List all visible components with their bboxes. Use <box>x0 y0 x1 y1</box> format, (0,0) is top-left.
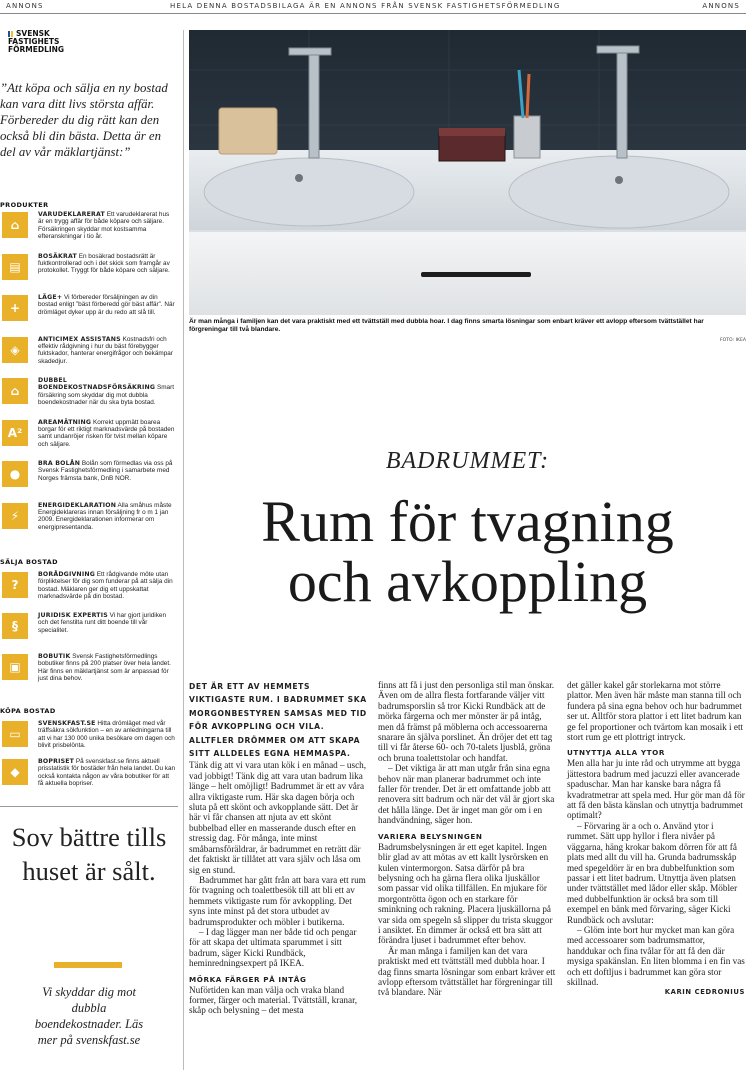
store-icon: ▣ <box>2 654 28 680</box>
article-paragraph: Badrumsbelysningen är ett eget kapitel. Ingen blir glad av att mötas av ett kallt lysrörsken en kulen vintermorgon. Satsa därför på bra belysning och ha gärna flera olika ljuskällor som passar vid olika tillfällen. En mjukare för morgontrötta ögon och en starkare för sminkning och rakning. Placera ljuskällorna på var sida om spegeln så slipper du trista skuggor i ansiktet. En dimmer är också ett bra sätt att förändra ljuset i badrummet efter behov. <box>378 841 553 946</box>
produkter-heading: PRODUKTER <box>0 201 49 209</box>
produkter-item-text: Vi förbereder försäljningen av din bostad enligt ”bäst förberedd gör bäst affär”. När drömläget dyker upp är du redo att slå till. <box>38 294 175 316</box>
kopa-item-text: På svenskfast.se finns aktuell prisstatistik för bostäder från hela landet. Du kan också kontakta någon av våra bobutiker för att få aktuella bopriser. <box>38 758 176 788</box>
shield-icon: ◈ <box>2 337 28 363</box>
article-column-2 <box>378 680 556 998</box>
piggybank-icon: ● <box>2 461 28 487</box>
paragraph-icon: § <box>2 613 28 639</box>
column-divider <box>183 30 184 1070</box>
produkter-item-title: BRA BOLÅN <box>38 460 81 467</box>
kopa-heading: KÖPA BOSTAD <box>0 707 56 715</box>
produkter-item-title: LÄGE+ <box>38 294 63 301</box>
salja-item-text: Svensk Fastighetsförmedlings bobutiker finns på 200 platser över hela landet. Här finns en mäklartjänst som är anpassad för just dina behov. <box>38 653 171 683</box>
article-paragraph: Tänk dig att vi vara utan kök i en månad – usch, vad jobbigt! Tänk dig att vara utan badrum lika länge – helt omöjligt! Badrummet är ett av våra allra viktigaste rum. Här ska dagen börja och sluta på ett skönt och avkopplande sätt. Det är här vi får chansen att njuta av ett skönt bubbelbad eller en masserande dusch efter en stressig dag. För många, inte minst småbarnsföräldrar, är badrummet en reträtt där det faktiskt är tillåtet att vara själv och låsa om sig en stund. <box>189 760 367 875</box>
logo-line-3: FÖRMEDLING <box>8 45 65 54</box>
computer-icon: ▭ <box>2 721 28 747</box>
article-headline <box>189 489 746 614</box>
question-icon: ? <box>2 572 28 598</box>
produkter-item-title: AREAMÄTNING <box>38 418 92 426</box>
ad-headline: Sov bättre tills huset är sålt. <box>11 822 167 886</box>
produkter-item-title: BOSÄKRAT <box>38 252 77 260</box>
article-lead: DET ÄR ETT AV HEMMETS VIKTIGASTE RUM. I BADRUMMET SKA MORGONBESTYREN SAMSAS MED TID FÖR AVKOPPLING OCH VILA. ALLTFLER DRÖMMER OM ATT SKAPA SITT ALLDELES EGNA HEMMASPA. <box>189 682 367 759</box>
produkter-item-text: Bolån som förmedlas via oss på Svensk Fastighetsförmedling i samarbete med Norges främsta bank, DnB NOR. <box>38 460 173 482</box>
article-paragraph: – I dag lägger man ner både tid och pengar för att skapa det ultimata sparummet i sitt badrum, säger Kicki Rundbäck, heminredningsexpert på IKEA. <box>189 926 357 969</box>
kopa-item-title: BOPRISET <box>38 758 75 765</box>
svensk-fastighetsformedling-logo[interactable] <box>8 30 88 54</box>
produkter-item-text: Smart försäkring som skyddar dig mot dubbla boendekostnader när du ska byta bostad. <box>38 384 174 407</box>
produkter-item-title: DUBBEL BOENDEKOSTNADSFÖRSÄKRING <box>38 377 156 392</box>
produkter-item-text: Kostnadsfri och effektiv rådgivning i hur du bäst förebygger fuktskador, hanterar energifrågor och bekämpar skadedjur. <box>38 335 173 365</box>
article-paragraph: Men alla har ju inte råd och utrymme att bygga jättestora badrum med jacuzzi eller avancerade spaduschar. Man har kanske bara några få kvadratmetrar att spela med. Hur gör man då för att få den bästa känslan och utnyttja badrummet optimalt? <box>567 758 745 821</box>
produkter-item-text: En bosäkrad bostadsrätt är fuktkontrollerad och i det skick som framgår av protokollet. Tryggt för både köpare och säljare. <box>38 252 170 275</box>
article-paragraph: Nuförtiden kan man välja och vraka bland former, färger och material. Tvättställ, kranar, skåp och belysning – det mesta <box>189 984 358 1016</box>
photo-credit: FOTO: IKEA <box>719 338 746 343</box>
article-paragraph: det gäller kakel går storlekarna mot större plattor. Men även här måste man stanna till och fundera på sina egna behov och hur badrummet ser ut. Alltför stora plattor i ett litet badrum kan ge fel proportioner och tvärtom kan mosaik i ett stort rum ge ett plottrigt intryck. <box>567 680 744 743</box>
produkter-item-title: ENERGIDEKLARATION <box>38 501 117 509</box>
clipboard-icon: ▤ <box>2 254 28 280</box>
salja-heading: SÄLJA BOSTAD <box>0 558 58 566</box>
salja-item-text: Ett rådgivande möte utan förpliktelser för dig som funderar på att sälja din bostad. Mäklaren ger dig ett uppskattat marknadsvärde på din bostad. <box>38 571 173 601</box>
ad-yellow-rule <box>54 962 122 968</box>
produkter-item-title: ANTICIMEX ASSISTANS <box>38 335 121 343</box>
house-icon: ⌂ <box>2 212 28 238</box>
energy-icon: ⚡ <box>2 503 28 529</box>
ad-text: Vi skyddar dig mot dubbla boendekostnader. Läs mer på svenskfast.se <box>34 985 144 1047</box>
salja-item-title: JURIDISK EXPERTIS <box>38 612 108 619</box>
headline-line-1: Rum för tvagning <box>261 489 674 554</box>
salja-item-title: BORÅDGIVNING <box>38 571 95 578</box>
house-outline-icon: ⌂ <box>2 378 28 404</box>
sidebar <box>0 26 178 1073</box>
salja-item-title: BOBUTIK <box>38 653 71 660</box>
article-paragraph: Badrummet har gått från att bara vara ett rum för tvagning och toalettbesök till att bli ett av hemmets viktigaste rum för avkoppling. Det syns inte minst på det stora utbudet av badrumsprodukter och möbler i butikerna. <box>189 874 366 927</box>
article-subheading: MÖRKA FÄRGER PÅ INTÅG <box>189 974 307 984</box>
ad-sov-battre[interactable] <box>0 810 178 1073</box>
produkter-item-text: Korrekt uppmätt boarea borgar för ett riktigt marknadsvärde på bostaden samt undanröjer risken för tvist mellan köpare och säljare. <box>38 418 175 448</box>
article-column-1 <box>189 680 367 1016</box>
produkter-item-text: Ett varudeklarerat hus är en trygg affär för både köpare och säljare. Försäkringen skyddar mot kostsamma efteranskningar i tio år. <box>38 211 170 241</box>
article-paragraph: – Det viktiga är att man utgår från sina egna behov när man planerar badrummet och inte faller för trender. Det är ett omfattande jobb att renovera sitt badrum och när det väl är gjort ska det hålla länge. Det är inget man gör om i en handvändning, säger hon. <box>378 763 555 826</box>
article-column-3 <box>567 680 745 998</box>
article-paragraph: finns att få i just den personliga stil man önskar. Även om de allra flesta fortfarande väljer vitt badrumsporslin så tror Kicki Rundbäck att de mörka färgerna och mer mönster är på intåg, men då främst på möblerna och accessoarerna snarare än själva porslinet. Än dröjer det ett tag till vi får återse 60- och 70-talets ljusblå, gröna och bruna toalettstolar och handfat. <box>378 680 555 763</box>
logo-line-2: FASTIGHETS <box>8 37 60 46</box>
kopa-item-text: Hitta drömläget med vår träffsäkra sökfunktion – en av anledningarna till att vi har 130 000 unika besökare om dagen och blivit prisbelönta. <box>38 720 175 750</box>
produkter-item-title: VARUDEKLARERAT <box>38 211 105 218</box>
bathroom-photo <box>189 30 746 315</box>
sidebar-quote: ”Att köpa och sälja en ny bostad kan vara ditt livs största affär. Förbereder du dig rätt kan den också bli din bästa. Detta är en del av vår mäklartjänst:” <box>0 81 168 159</box>
photo-caption: Är man många i familjen kan det vara praktiskt med ett tvättställ med dubbla hoar. I dag finns smarta lösningar som enbart kräver ett avlopp eftersom tvättstället har förgreningar till två blandare. <box>189 318 704 334</box>
kopa-item-title: SVENSKFAST.SE <box>38 720 96 727</box>
produkter-item-text: Alla småhus måste Energideklareras innan försäljning fr o m 1 jan 2009. Energideklarationen informerar om energipresentanda. <box>38 501 172 531</box>
tag-icon: ◆ <box>2 759 28 785</box>
article-byline: KARIN CEDRONIUS <box>664 988 745 997</box>
topbar-center: HELA DENNA BOSTADSBILAGA ÄR EN ANNONS FRÅN SVENSK FASTIGHETSFÖRMEDLING <box>170 2 561 10</box>
headline-line-2: och avkoppling <box>287 549 648 614</box>
logo-line-1: SVENSK <box>16 29 50 38</box>
article-paragraph: Är man många i familjen kan det vara praktiskt med ett tvättställ med dubbla hoar. I dag finns smarta lösningar som enbart kräver ett avlopp eftersom tvättstället har förgreningar till två blandare. När <box>378 945 556 998</box>
article-subheading: UTNYTTJA ALLA YTOR <box>567 748 666 758</box>
topbar-left: ANNONS <box>6 2 44 10</box>
area-icon: A² <box>2 420 28 446</box>
topbar-right: ANNONS <box>702 2 740 10</box>
article-kicker: BADRUMMET: <box>385 448 550 474</box>
salja-item-text: Vi har gjort juridiken och det fenstilta runt ditt boende till vår specialitet. <box>38 612 167 634</box>
article-subheading: VARIERA BELYSNINGEN <box>378 831 483 841</box>
plus-icon: + <box>2 295 28 321</box>
annons-topbar <box>0 0 746 14</box>
article-paragraph: – Glöm inte bort hur mycket man kan göra med accessoarer som badrumsmattor, handdukar och fina tvålar för att få den där mysiga spakänslan. En liten blomma i en fin vas och ett doftljus i badrummet kan göra stor skillnad. <box>567 924 745 987</box>
article-paragraph: – Förvaring är a och o. Använd ytor i rummet. Sätt upp hyllor i flera nivåer på väggarna, häng krokar bakom dörren för att få plats med allt du vill ha. Grunda badrumsskåp med spegeldörr är en bra dubbelfunktion som passar i ett litet badrum. Utnyttja även platsen under tvättstället med lådor eller skåp. Möbler med dubbelfunktion är också bra som till exempel en bänk med förvaring, säger Kicki Rundbäck och avslutar: <box>567 820 738 925</box>
